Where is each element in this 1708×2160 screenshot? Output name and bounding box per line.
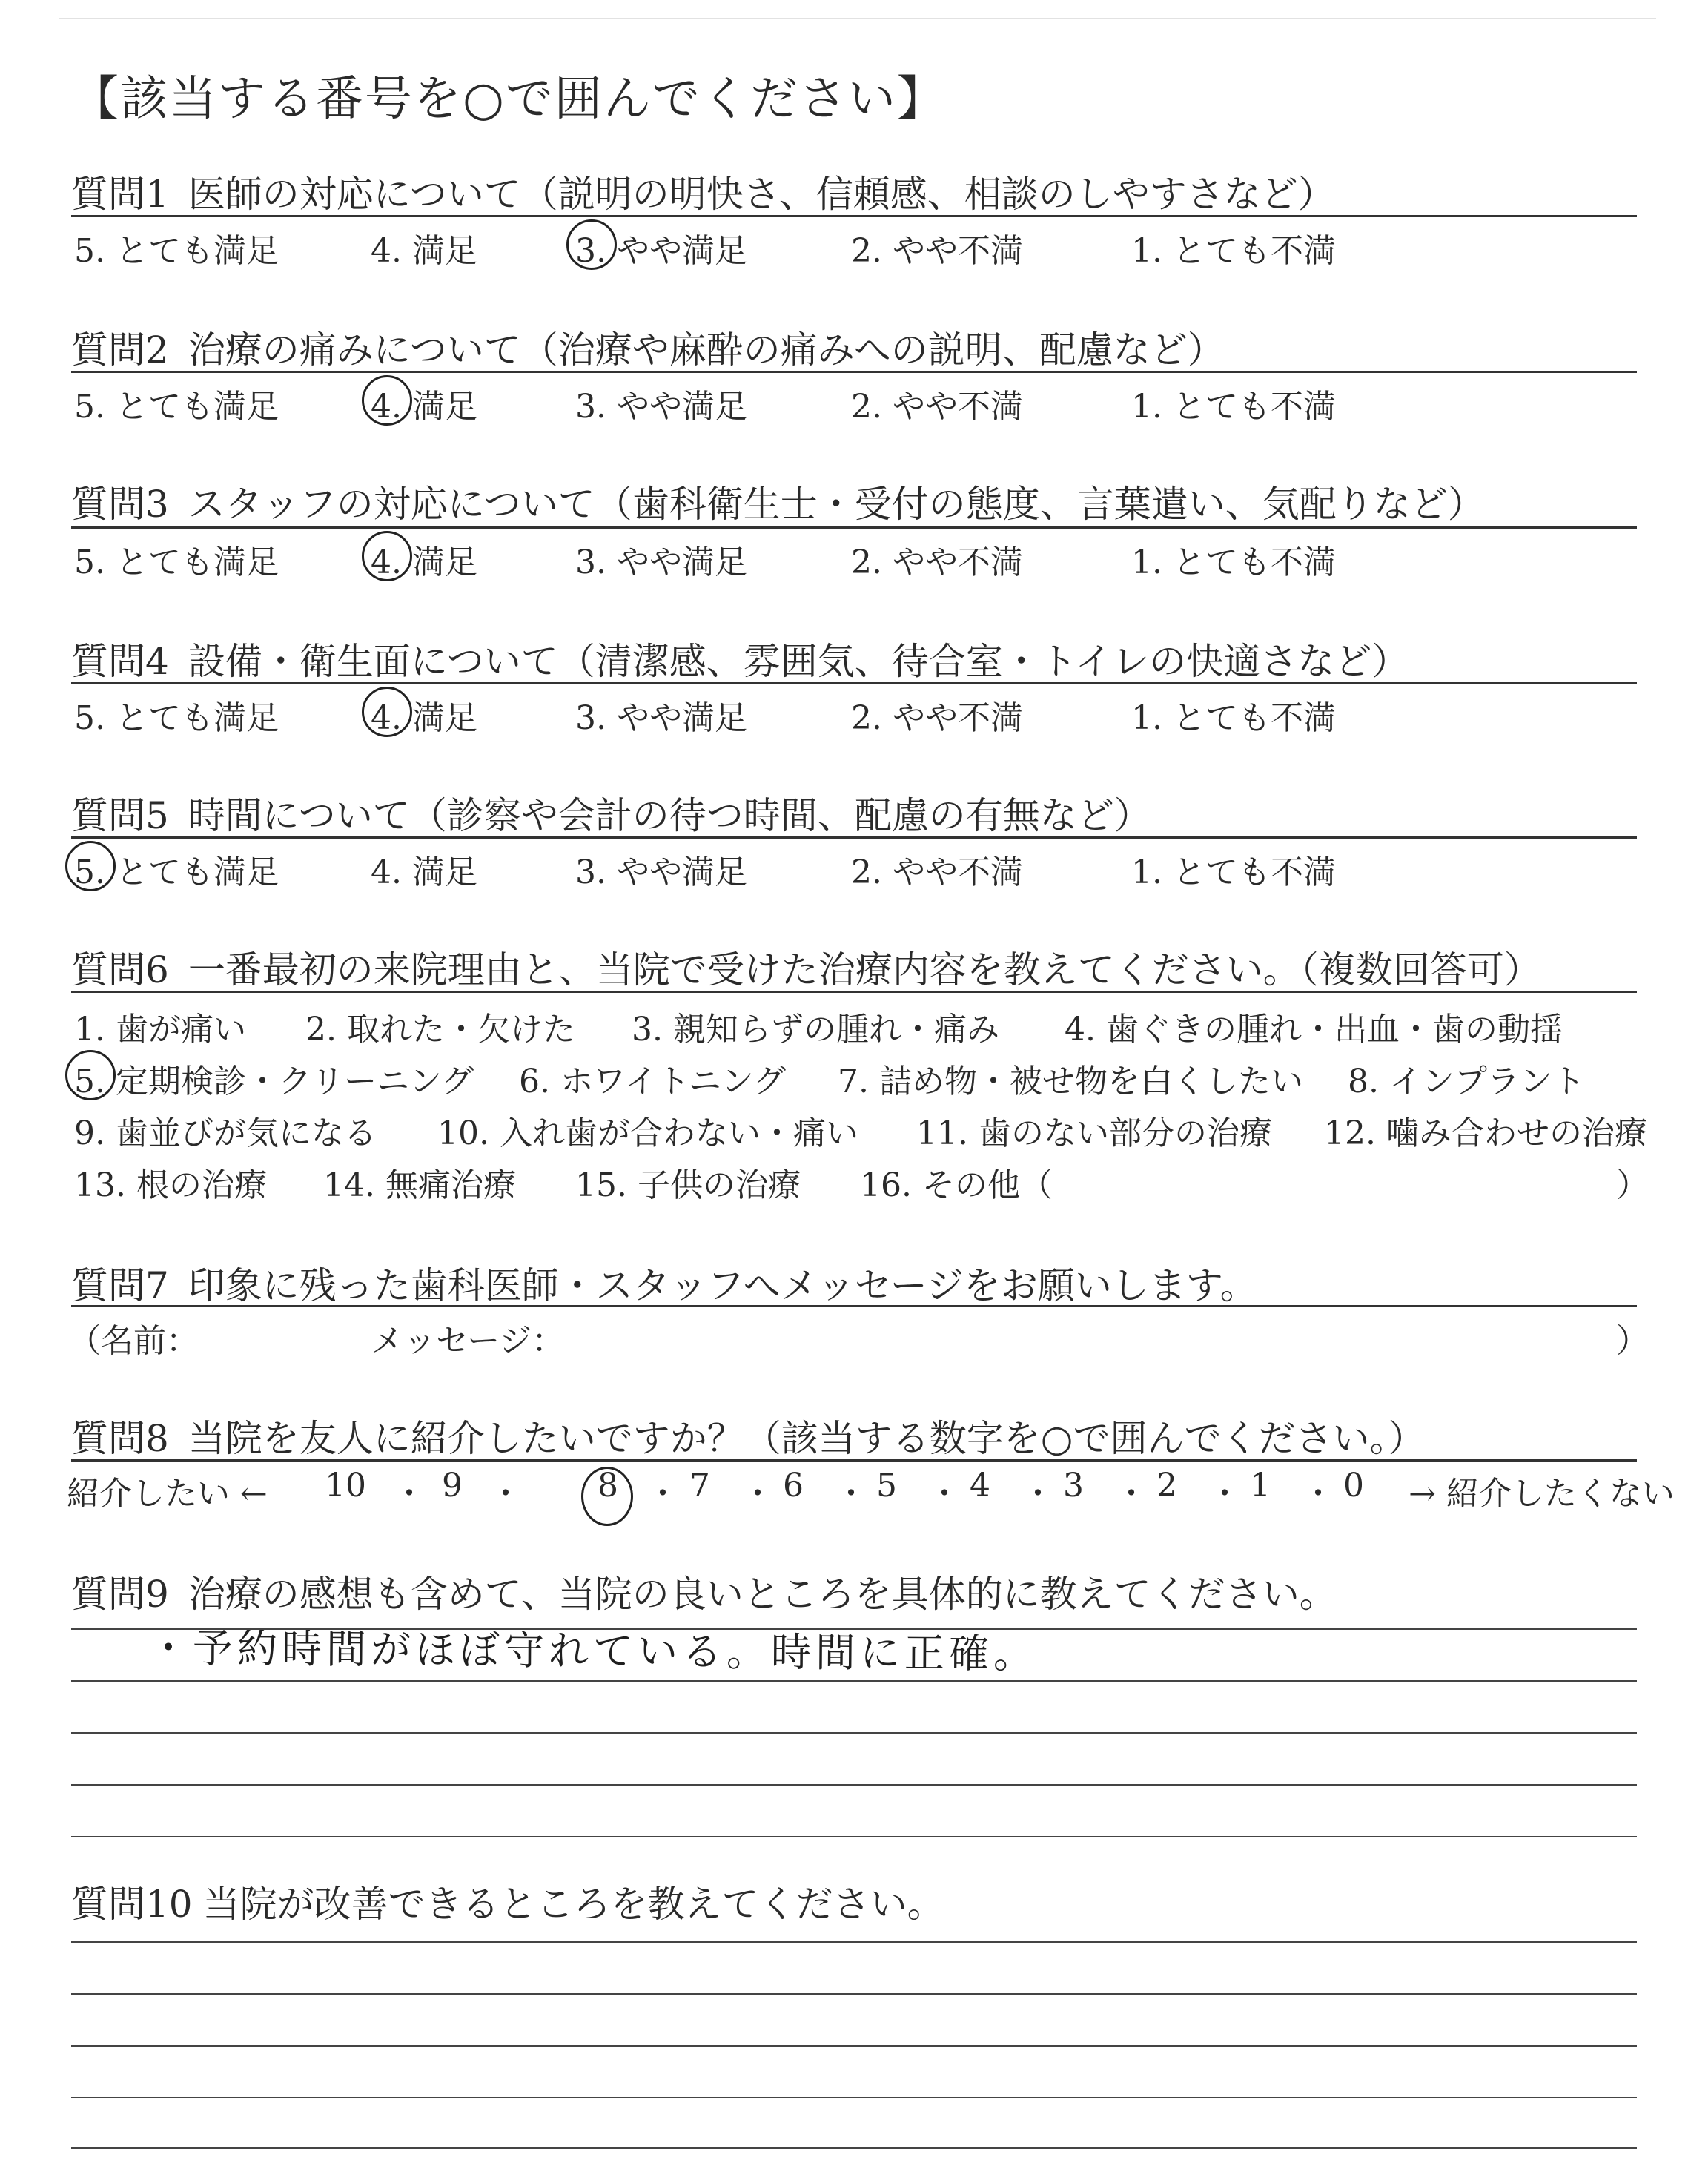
q4-option-4[interactable]: 4. 満足 xyxy=(371,691,477,739)
selected-circle-mark xyxy=(566,219,617,270)
writing-line xyxy=(71,2045,1637,2047)
scale-3[interactable]: 3 xyxy=(1063,1467,1084,1505)
q6-option-6[interactable]: 6. ホワイトニング xyxy=(519,1063,787,1100)
selected-circle-mark xyxy=(65,1050,116,1100)
question-1-title xyxy=(71,165,1335,218)
q6-option-12[interactable]: 12. 噛み合わせの治療 xyxy=(1324,1114,1647,1152)
q6-option-8[interactable]: 8. インプラント xyxy=(1348,1063,1585,1100)
question-5-title: 質問5 時間について（診察や会計の待つ時間、配慮の有無など） xyxy=(71,794,1151,837)
scale-6[interactable]: 6 xyxy=(783,1467,804,1505)
writing-line xyxy=(71,1628,1637,1630)
question-8-title: 質問8 当院を友人に紹介したいですか？（該当する数字を○で囲んでください。） xyxy=(71,1417,1426,1460)
question-2-title: 質問2 治療の痛みについて（治療や麻酔の痛みへの説明、配慮など） xyxy=(71,328,1225,371)
q6-option-11[interactable]: 11. 歯のない部分の治療 xyxy=(916,1114,1272,1152)
q6-option-3[interactable]: 3. 親知らずの腫れ・痛み xyxy=(632,1011,999,1048)
question-7-title: 質問7 印象に残った歯科医師・スタッフへメッセージをお願いします。 xyxy=(71,1264,1257,1307)
q5-option-4[interactable]: 4. 満足 xyxy=(371,853,477,891)
scale-8[interactable]: 8 xyxy=(598,1467,618,1505)
close-paren: ） xyxy=(1616,1166,1649,1204)
q1-option-4[interactable]: 4. 満足 xyxy=(371,232,477,270)
writing-line xyxy=(71,1993,1637,1995)
scale-dot: ・ xyxy=(835,1475,867,1513)
q4-option-2[interactable]: 2. やや不満 xyxy=(851,699,1023,737)
selected-circle-mark xyxy=(362,531,412,581)
q2-option-1[interactable]: 1. とても不満 xyxy=(1131,388,1336,426)
question-rule xyxy=(71,1459,1637,1462)
selected-circle-mark xyxy=(362,375,412,426)
q1-option-5[interactable]: 5. とても満足 xyxy=(74,232,279,270)
scale-right-label: → 紹介したくない xyxy=(1409,1475,1675,1513)
question-4-title: 質問4 設備・衛生面について（清潔感、雰囲気、待合室・トイレの快適さなど） xyxy=(71,640,1409,683)
question-3-title: 質問3 スタッフの対応について（歯科衛生士・受付の態度、言葉遣い、気配りなど） xyxy=(71,483,1485,526)
scale-10[interactable]: 10 xyxy=(325,1467,366,1505)
writing-line xyxy=(71,2097,1637,2098)
selected-circle-mark xyxy=(65,841,116,891)
writing-line xyxy=(71,1941,1637,1943)
q4-option-1[interactable]: 1. とても不満 xyxy=(1131,699,1336,737)
recommend-scale xyxy=(67,1467,1675,1513)
q6-option-7[interactable]: 7. 詰め物・被せ物を白くしたい xyxy=(838,1063,1303,1100)
writing-line xyxy=(71,1836,1637,1837)
scale-1[interactable]: 1 xyxy=(1250,1467,1271,1505)
question-rule xyxy=(71,1305,1637,1307)
q3-option-2[interactable]: 2. やや不満 xyxy=(851,544,1023,581)
scale-dot: ・ xyxy=(928,1475,961,1513)
q5-option-1[interactable]: 1. とても不満 xyxy=(1131,853,1336,891)
q6-option-16[interactable]: 16. その他（ xyxy=(860,1166,1053,1204)
scale-dot: ・ xyxy=(1115,1475,1148,1513)
q3-option-5[interactable]: 5. とても満足 xyxy=(74,544,279,581)
q4-option-3[interactable]: 3. やや満足 xyxy=(575,699,747,737)
question-10-title: 質問10 当院が改善できるところを教えてください。 xyxy=(71,1883,944,1926)
name-label: （名前： xyxy=(68,1322,199,1360)
question-rule xyxy=(71,836,1637,839)
selected-circle-mark xyxy=(362,687,412,737)
q6-option-9[interactable]: 9. 歯並びが気になる xyxy=(74,1114,377,1152)
q3-option-3[interactable]: 3. やや満足 xyxy=(575,544,747,581)
q5-option-5[interactable]: 5. とても満足 xyxy=(74,845,279,893)
writing-line xyxy=(71,1680,1637,1682)
q6-option-2[interactable]: 2. 取れた・欠けた xyxy=(305,1011,575,1048)
q9-handwritten-answer[interactable]: ・予約時間がほぼ守れている。時間に正確。 xyxy=(148,1624,1039,1678)
scale-9[interactable]: 9 xyxy=(442,1467,463,1505)
page-title: 【該当する番号を○で囲んでください】 xyxy=(71,72,946,127)
q5-option-3[interactable]: 3. やや満足 xyxy=(575,853,747,891)
scale-dot: ・ xyxy=(646,1475,679,1513)
scale-dot: ・ xyxy=(1022,1475,1054,1513)
q6-option-15[interactable]: 15. 子供の治療 xyxy=(575,1166,801,1204)
writing-line xyxy=(71,2147,1637,2149)
q1-option-1[interactable]: 1. とても不満 xyxy=(1131,232,1336,270)
q6-option-10[interactable]: 10. 入れ歯が合わない・痛い xyxy=(437,1114,858,1152)
top-border xyxy=(59,18,1656,19)
question-text: 医師の対応について（説明の明快さ、信頼感、相談のしやすさなど） xyxy=(188,173,1335,216)
scale-dot: ・ xyxy=(741,1475,774,1513)
message-label: メッセージ： xyxy=(371,1322,565,1360)
q3-option-1[interactable]: 1. とても不満 xyxy=(1131,544,1336,581)
scale-dot: ・ xyxy=(1208,1475,1241,1513)
scale-0[interactable]: 0 xyxy=(1343,1467,1364,1505)
q3-option-4[interactable]: 4. 満足 xyxy=(371,535,477,583)
scale-2[interactable]: 2 xyxy=(1156,1467,1177,1505)
q2-option-5[interactable]: 5. とても満足 xyxy=(74,388,279,426)
scale-left-label: 紹介したい ← xyxy=(67,1475,268,1513)
q1-option-2[interactable]: 2. やや不満 xyxy=(851,232,1023,270)
question-9-title: 質問9 治療の感想も含めて、当院の良いところを具体的に教えてください。 xyxy=(71,1573,1337,1616)
question-6-title: 質問6 一番最初の来院理由と、当院で受けた治療内容を教えてください。（複数回答可） xyxy=(71,948,1541,991)
close-paren: ） xyxy=(1616,1322,1649,1360)
q6-option-13[interactable]: 13. 根の治療 xyxy=(74,1166,267,1204)
question-rule xyxy=(71,526,1637,529)
question-rule xyxy=(71,682,1637,684)
q1-option-3[interactable]: 3. やや満足 xyxy=(575,224,747,271)
q5-option-2[interactable]: 2. やや不満 xyxy=(851,853,1023,891)
q2-option-4[interactable]: 4. 満足 xyxy=(371,380,477,427)
q6-option-14[interactable]: 14. 無痛治療 xyxy=(323,1166,516,1204)
q6-option-5[interactable]: 5. 定期検診・クリーニング xyxy=(74,1054,474,1102)
scale-dot: ・ xyxy=(1302,1475,1334,1513)
q2-option-2[interactable]: 2. やや不満 xyxy=(851,388,1023,426)
q2-option-3[interactable]: 3. やや満足 xyxy=(575,388,747,426)
writing-line xyxy=(71,1732,1637,1734)
writing-line xyxy=(71,1784,1637,1786)
question-number: 質問1 xyxy=(71,173,169,216)
question-rule xyxy=(71,215,1637,217)
q4-option-5[interactable]: 5. とても満足 xyxy=(74,699,279,737)
question-rule xyxy=(71,991,1637,993)
scale-dot: ・ xyxy=(489,1475,522,1513)
scale-dot: ・ xyxy=(393,1475,426,1513)
question-rule xyxy=(71,371,1637,373)
scale-7[interactable]: 7 xyxy=(689,1467,710,1505)
q6-option-1[interactable]: 1. 歯が痛い xyxy=(74,1011,246,1048)
scale-4[interactable]: 4 xyxy=(970,1467,990,1505)
scale-5[interactable]: 5 xyxy=(876,1467,897,1505)
q6-option-4[interactable]: 4. 歯ぐきの腫れ・出血・歯の動揺 xyxy=(1065,1011,1563,1048)
